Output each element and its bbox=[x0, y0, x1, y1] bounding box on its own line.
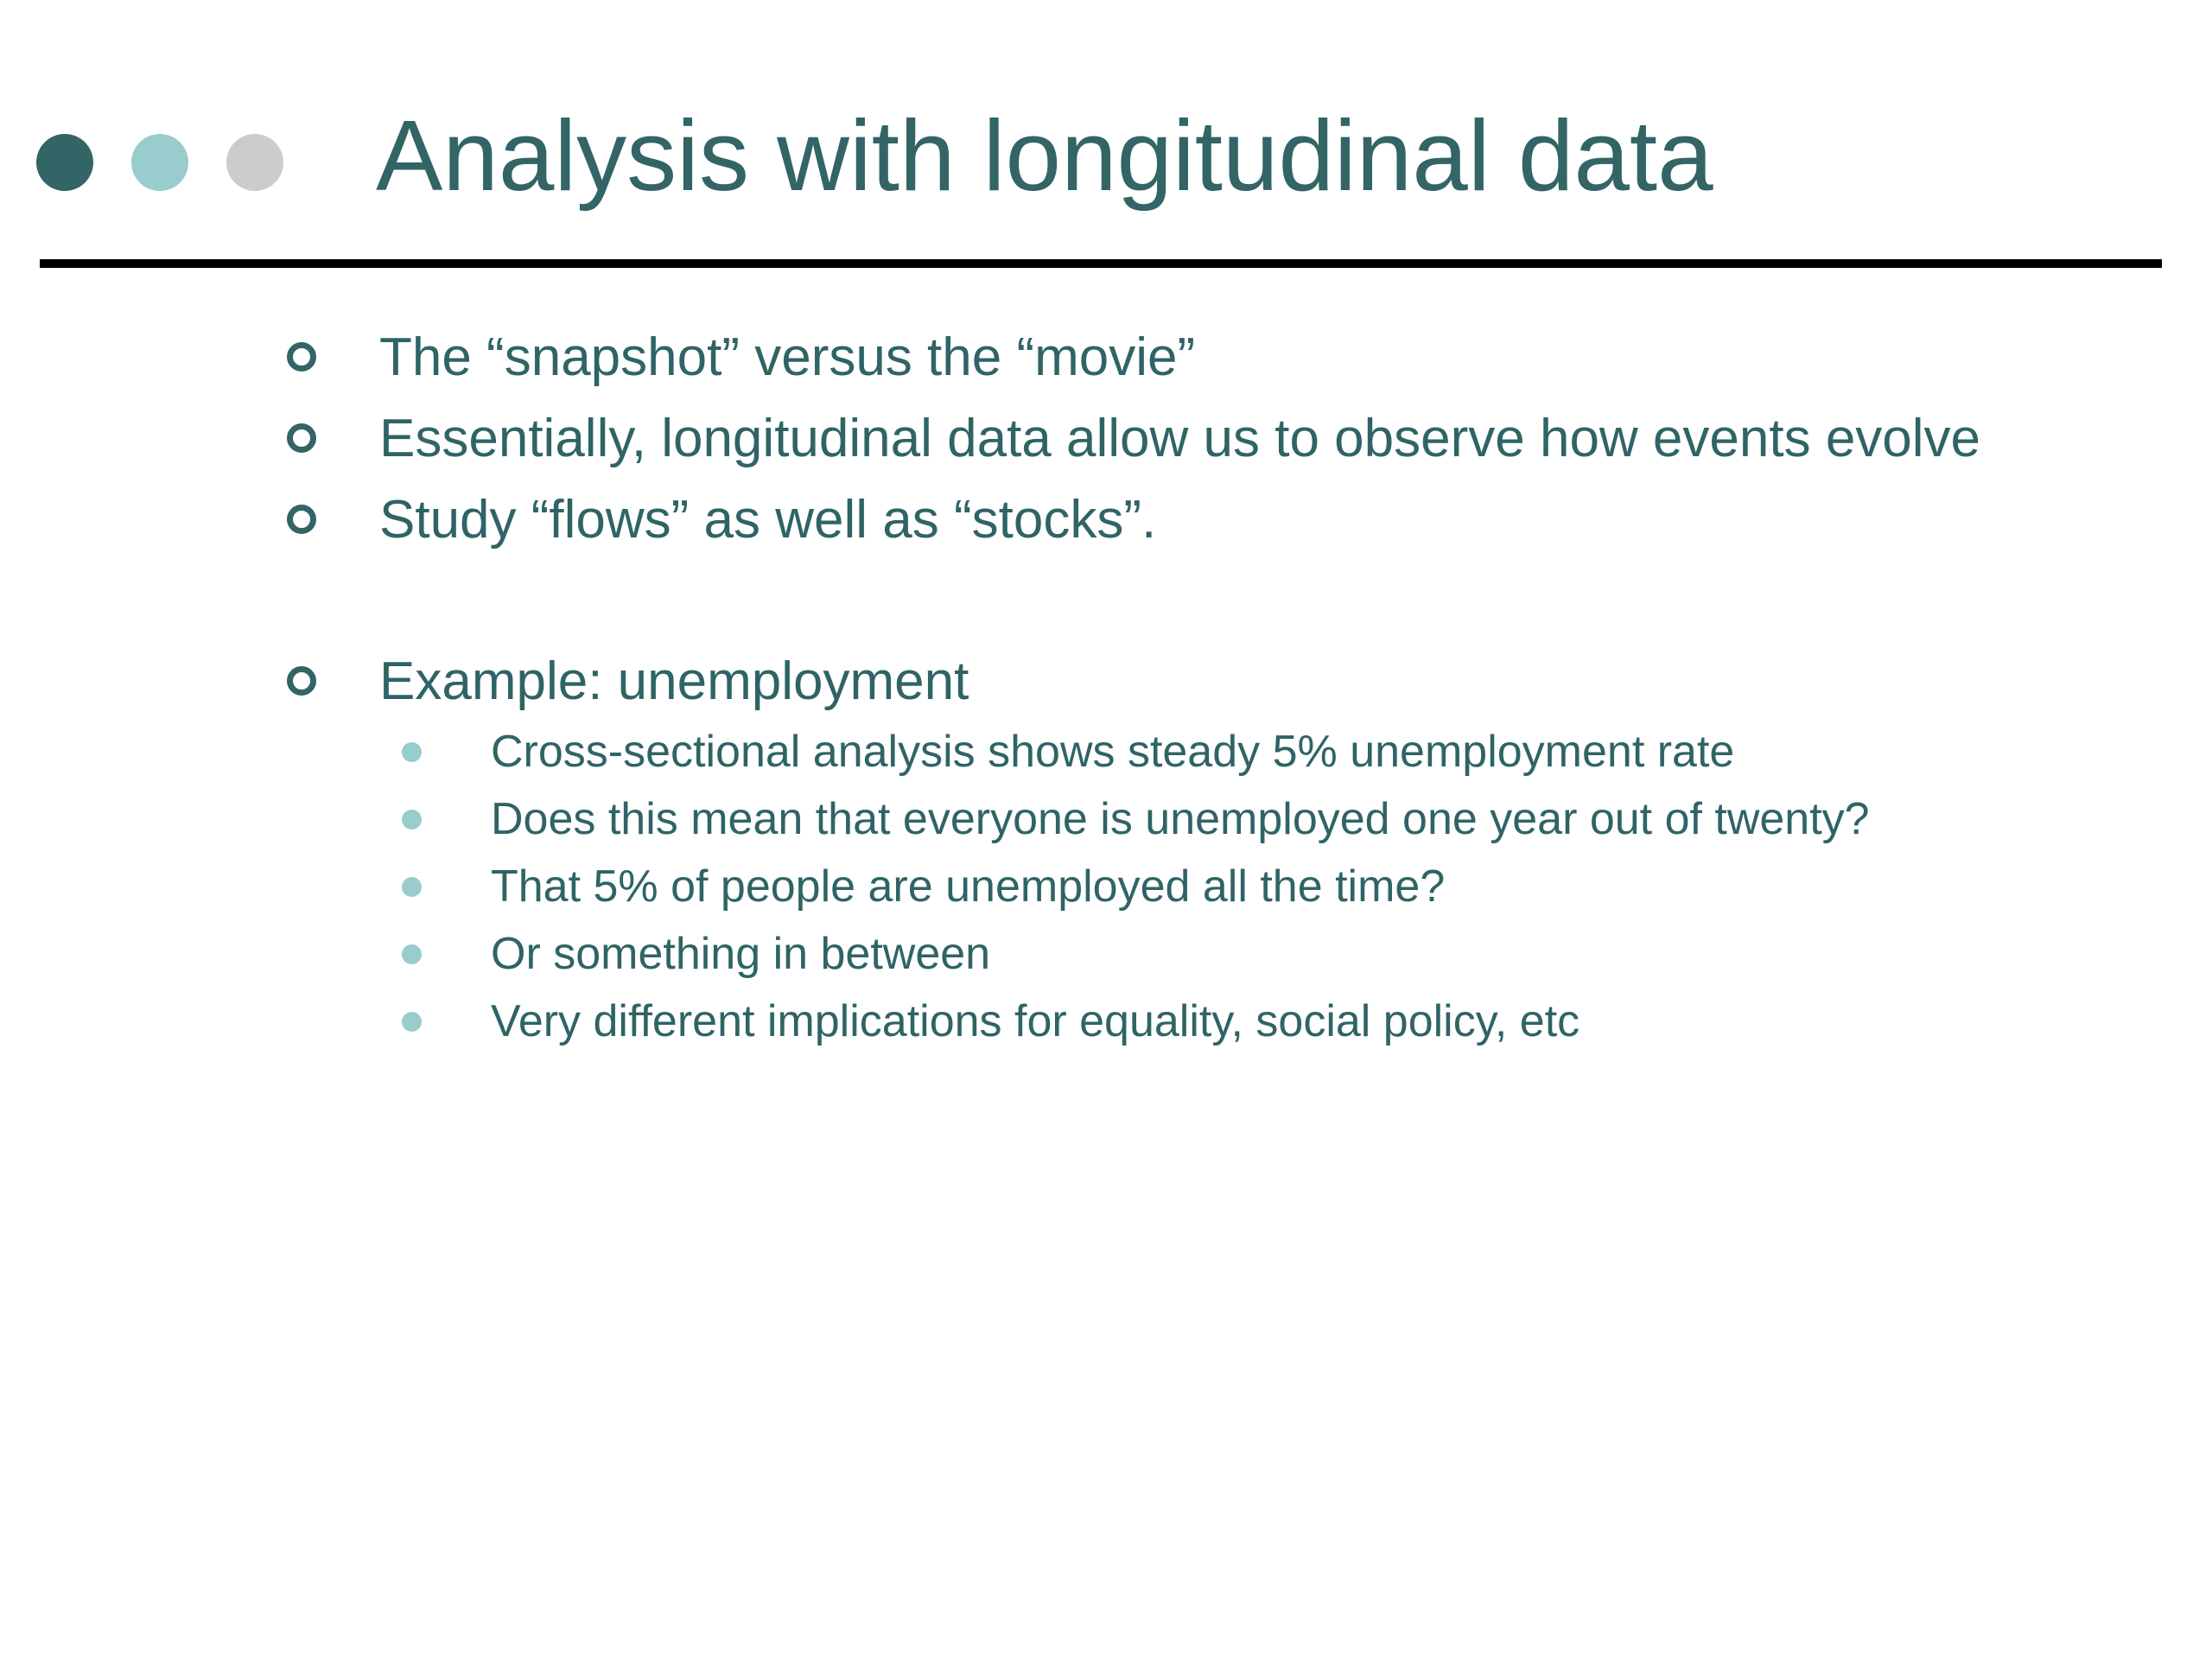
sub-bullet-text: Cross-sectional analysis shows steady 5% unemployment rate bbox=[491, 727, 1735, 777]
bullet-item bbox=[287, 322, 1195, 391]
filled-dot-bullet-icon bbox=[402, 877, 422, 897]
grey-dot-icon bbox=[226, 134, 283, 191]
sub-bullet-item bbox=[402, 789, 1870, 849]
bullet-text: Study “flows” as well as “stocks”. bbox=[379, 489, 1157, 550]
hollow-circle-bullet-icon bbox=[287, 342, 316, 372]
filled-dot-bullet-icon bbox=[402, 742, 422, 762]
sub-bullet-text: Very different implications for equality, social policy, etc bbox=[491, 996, 1580, 1046]
light-teal-dot-icon bbox=[131, 134, 188, 191]
sub-bullet-text: Or something in between bbox=[491, 929, 991, 979]
sub-bullet-item bbox=[402, 856, 1445, 917]
filled-dot-bullet-icon bbox=[402, 810, 422, 830]
sub-bullet-text: Does this mean that everyone is unemployed one year out of twenty? bbox=[491, 794, 1870, 844]
bullet-item bbox=[287, 485, 1156, 554]
sub-bullet-text: That 5% of people are unemployed all the time? bbox=[491, 861, 1446, 912]
filled-dot-bullet-icon bbox=[402, 944, 422, 964]
bullet-item bbox=[287, 404, 1980, 473]
hollow-circle-bullet-icon bbox=[287, 666, 316, 696]
sub-bullet-item bbox=[402, 924, 990, 984]
sub-bullet-item bbox=[402, 721, 1734, 782]
bullet-text: Essentially, longitudinal data allow us to observe how events evolve bbox=[379, 408, 1981, 468]
slide-title: Analysis with longitudinal data bbox=[376, 99, 1713, 212]
dark-teal-dot-icon bbox=[36, 134, 93, 191]
hollow-circle-bullet-icon bbox=[287, 505, 316, 534]
header-dots bbox=[36, 134, 283, 191]
bullet-item bbox=[287, 646, 969, 715]
bullet-text: Example: unemployment bbox=[379, 651, 969, 711]
hollow-circle-bullet-icon bbox=[287, 423, 316, 453]
sub-bullet-item bbox=[402, 991, 1580, 1052]
bullet-text: The “snapshot” versus the “movie” bbox=[379, 327, 1196, 387]
filled-dot-bullet-icon bbox=[402, 1012, 422, 1032]
title-divider bbox=[40, 259, 2162, 268]
